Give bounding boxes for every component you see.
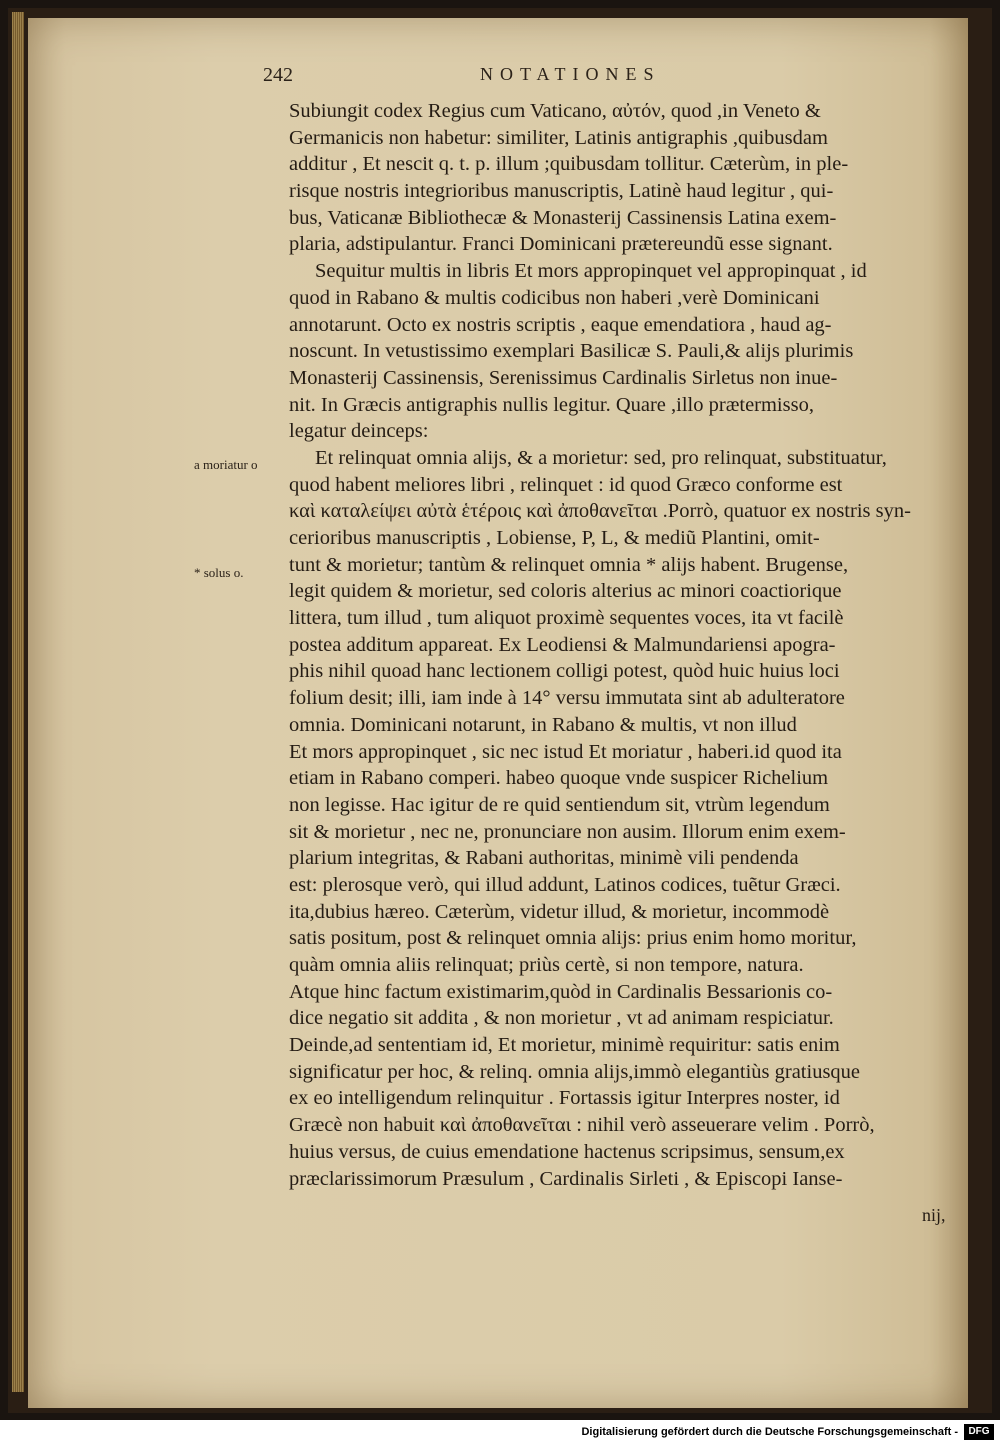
text-line: καὶ καταλείψει αὐτὰ ἑτέροις καὶ ἀποθανεῖται .Porrò, quatuor ex nostris syn- (289, 500, 911, 523)
text-line: Græcè non habuit καὶ ἀποθανεῖται : nihil verò asseuerare velim . Porrò, (289, 1114, 875, 1137)
text-line: ex eo intelligendum relinquitur . Fortassis igitur Interpres noster, id (289, 1087, 840, 1110)
page-heading: NOTATIONES (480, 64, 661, 84)
page-number: 242 (263, 64, 293, 86)
page-edges (12, 12, 24, 1392)
text-line: plarium integritas, & Rabani authoritas, minimè vili pendenda (289, 847, 799, 870)
text-line: Monasterij Cassinensis, Serenissimus Cardinalis Sirletus non inue- (289, 366, 838, 389)
footer-bar (0, 1420, 1000, 1445)
text-line: additur , Et nescit q. t. p. illum ;quibusdam tollitur. Cæterùm, in ple- (289, 153, 849, 176)
text-line: est: plerosque verò, qui illud addunt, Latinos codices, tuẽtur Græci. (289, 873, 841, 896)
running-head (0, 64, 1000, 90)
text-line: quod in Rabano & multis codicibus non haberi ,verè Dominicani (289, 286, 820, 309)
text-line: ita,dubius hæreo. Cæterùm, videtur illud, & morietur, incommodè (289, 900, 830, 923)
text-line: Deinde,ad sententiam id, Et morietur, minimè requiritur: satis enim (289, 1034, 840, 1057)
text-line: cerioribus manuscriptis , Lobiense, P, L, & mediũ Plantini, omit- (289, 527, 820, 549)
text-line: plaria, adstipulantur. Franci Dominicani prætereundũ esse signant. (289, 233, 833, 256)
text-line: etiam in Rabano comperi. habeo quoque vnde suspicer Richelium (289, 767, 829, 790)
text-line: postea additum appareat. Ex Leodiensi & Malmundariensi apogra- (289, 633, 836, 656)
text-line: noscunt. In vetustissimo exemplari Basilicæ S. Pauli,& alijs plurimis (289, 340, 854, 363)
text-line: dice negatio sit addita , & non morietur , vt ad animam respiciatur. (289, 1007, 834, 1030)
text-line: legit quidem & morietur, sed coloris alterius ac minori coactiorique (289, 580, 842, 603)
text-line: bus, Vaticanæ Bibliothecæ & Monasterij Cassinensis Latina exem- (289, 206, 837, 229)
text-line: folium desit; illi, iam inde à 14° versu immutata sint ab adulteratore (289, 687, 845, 710)
text-line: significatur per hoc, & relinq. omnia alijs,immò elegantiùs gratiusque (289, 1060, 861, 1083)
funding-credit: Digitalisierung gefördert durch die Deutsche Forschungsgemeinschaft - (581, 1426, 958, 1438)
text-line: Subiungit codex Regius cum Vaticano, αὐτόν, quod ,in Veneto & (289, 100, 821, 122)
text-line: huius versus, de cuius emendatione hactenus scripsimus, sensum,ex (289, 1140, 845, 1163)
text-line: legatur deinceps: (289, 420, 429, 443)
text-line: quàm omnia aliis relinquat; priùs certè, si non tempore, natura. (289, 954, 804, 976)
text-line: annotarunt. Octo ex nostris scriptis , eaque emendatiora , haud ag- (289, 313, 832, 336)
margin-note-solus: * solus o. (194, 565, 244, 580)
text-line: satis positum, post & relinquet omnia alijs: prius enim homo moritur, (289, 927, 857, 950)
catchword: nij, (922, 1205, 946, 1225)
text-line: præclarissimorum Præsulum , Cardinalis Sirleti , & Episcopi Ianse- (289, 1167, 843, 1190)
text-line: Germanicis non habetur: similiter, Latinis antigraphis ,quibusdam (289, 126, 828, 149)
text-line: omnia. Dominicani notarunt, in Rabano & multis, vt non illud (289, 713, 797, 736)
text-line: Sequitur multis in libris Et mors appropinquet vel appropinquat , id (315, 260, 867, 283)
text-line: sit & morietur , nec ne, pronunciare non ausim. Illorum enim exem- (289, 820, 846, 843)
text-line: Et relinquat omnia alijs, & a morietur: sed, pro relinquat, substituatur, (315, 446, 887, 469)
text-line: nit. In Græcis antigraphis nullis legitur. Quare ,illo prætermisso, (289, 393, 814, 416)
text-line: risque nostris integrioribus manuscriptis, Latinè haud legitur , qui- (289, 180, 834, 203)
text-line: Atque hinc factum existimarim,quòd in Cardinalis Bessarionis co- (289, 980, 833, 1003)
text-line: phis nihil quoad hanc lectionem colligi potest, quòd huic huius loci (289, 660, 840, 683)
dfg-logo: DFG (964, 1424, 994, 1440)
body-text (289, 98, 959, 1192)
text-line: non legisse. Hac igitur de re quid sentiendum sit, vtrùm legendum (289, 793, 830, 816)
text-line: quod habent meliores libri , relinquet : id quod Græco conforme est (289, 473, 843, 496)
margin-note-moriatur: a moriatur o (194, 457, 258, 472)
text-line: tunt & morietur; tantùm & relinquet omnia * alijs habent. Brugense, (289, 553, 849, 576)
text-line: Et mors appropinquet , sic nec istud Et moriatur , haberi.id quod ita (289, 740, 842, 763)
text-line: littera, tum illud , tum aliquot proximè sequentes voces, ita vt facilè (289, 607, 844, 630)
